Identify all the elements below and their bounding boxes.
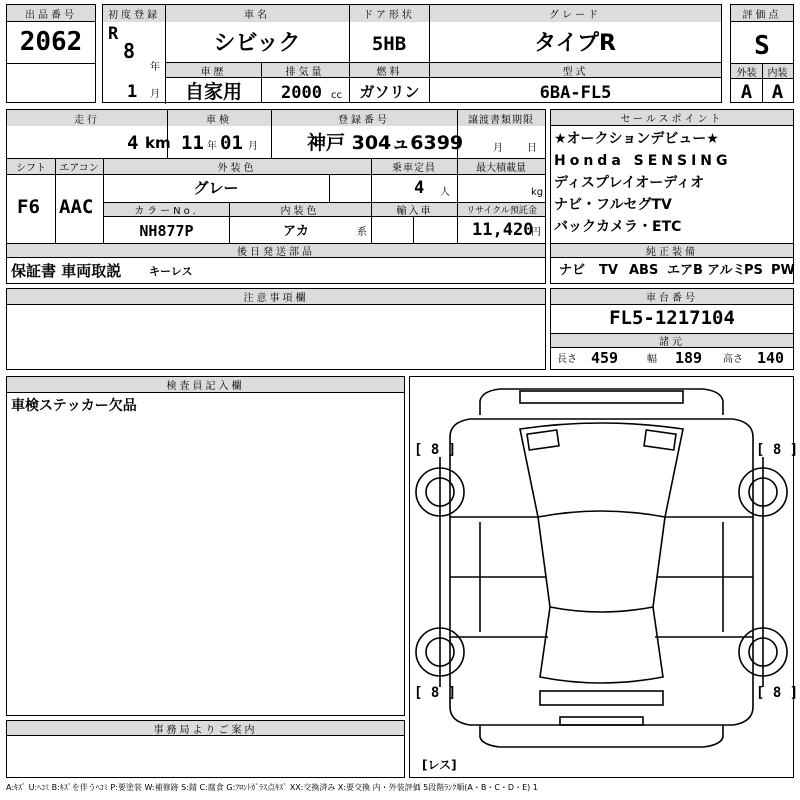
notes-label: 注意事項欄 [7, 289, 545, 305]
displacement-value: 2000 [281, 83, 322, 103]
tire-fr: [ 8 ] [756, 442, 799, 458]
tire-rl: [ 8 ] [414, 685, 457, 701]
equipment-item-pw: PW [771, 263, 795, 278]
equipment-item-nav: ナビ [559, 263, 586, 278]
displacement-unit: cc [331, 90, 342, 101]
equipment-item-ps: PS [744, 263, 763, 278]
exhibit-number-label: 出品番号 [7, 5, 95, 22]
equipment-item-alloy: アルミ [707, 263, 746, 278]
first-reg-label: 初度登録 [103, 5, 165, 22]
model-label: 型式 [430, 63, 721, 78]
grade-value: タイプR [534, 31, 616, 56]
int-color-label: 内装色 [229, 203, 371, 217]
exterior-grade-label: 外装 [731, 64, 762, 79]
car-name-value: シビック [213, 31, 301, 56]
chassis-box [550, 288, 794, 370]
width-label: 幅 [647, 354, 657, 365]
model-value: 6BA-FL5 [539, 83, 612, 103]
sales-point-5: バックカメラ・ETC [554, 219, 682, 235]
first-reg-era: R [108, 24, 119, 44]
registration-value: 神戸 304ュ6399 [307, 132, 464, 154]
car-diagram-box [409, 376, 799, 778]
inspector-box [6, 376, 405, 716]
exhibit-number-value: 2062 [19, 27, 83, 57]
office-label: 事務局よりご案内 [7, 721, 404, 736]
aircon-value: AAC [59, 196, 94, 218]
interior-grade-label: 内装 [762, 64, 793, 79]
car-name-label: 車名 [165, 5, 349, 22]
vehicle-details-box [6, 109, 546, 284]
int-color-unit: 系 [357, 227, 367, 238]
inspection-month-unit: 月 [248, 141, 258, 152]
tire-rr: [ 8 ] [756, 685, 799, 701]
sales-point-2: Honda SENSING [554, 153, 732, 169]
first-reg-month: 1 [127, 82, 138, 102]
notes-box [6, 288, 546, 370]
fuel-value: ガソリン [359, 83, 420, 101]
ext-color-label: 外装色 [103, 159, 371, 175]
spare-tire: [レス] [422, 758, 457, 772]
capacity-unit: 人 [440, 187, 450, 198]
height-label: 高さ [723, 354, 743, 365]
history-value: 自家用 [184, 81, 242, 103]
chassis-value: FL5-1217104 [609, 307, 735, 329]
door-label: ドア形状 [349, 5, 429, 22]
length-label: 長さ [557, 354, 577, 365]
ext-color-value: グレー [193, 179, 239, 197]
displacement-label: 排気量 [261, 63, 349, 78]
int-color-value: アカ [283, 224, 309, 239]
max-load-label: 最大積載量 [457, 159, 545, 175]
fuel-label: 燃料 [350, 63, 429, 78]
dims-label: 諸元 [551, 334, 793, 348]
length-value: 459 [591, 349, 619, 367]
equipment-item-tv: TV [599, 263, 618, 278]
registration-label: 登録番号 [271, 110, 457, 126]
later-parts-label: 後日発送部品 [7, 244, 545, 258]
inspection-month: 01 [220, 132, 243, 154]
mileage-unit: km [145, 134, 171, 152]
sales-points-box [550, 109, 794, 284]
capacity-label: 乗車定員 [371, 159, 457, 175]
height-value: 140 [757, 349, 785, 367]
score-label: 評価点 [731, 5, 793, 22]
color-no-value: NH877P [139, 222, 194, 240]
recycle-value: 11,420 [472, 220, 534, 240]
width-value: 189 [675, 349, 703, 367]
aircon-label: エアコン [55, 159, 103, 175]
equipment-item-airbag: エアB [667, 263, 703, 278]
recycle-unit: 円 [531, 227, 541, 238]
transfer-day-unit: 日 [527, 143, 537, 154]
inspector-note: 車検ステッカー欠品 [11, 398, 137, 414]
score-box [730, 4, 794, 103]
capacity-value: 4 [414, 178, 425, 198]
door-value: 5HB [371, 33, 407, 55]
equipment-label: 純正装備 [551, 244, 793, 258]
main-info-box [102, 4, 722, 103]
score-value: S [754, 31, 770, 61]
recycle-label: リサイクル預託金 [458, 203, 545, 217]
car-diagram [410, 377, 793, 777]
inspection-year-unit: 年 [207, 141, 217, 152]
legend-text: A:ｷｽﾞ U:ﾍｺﾐ B:ｷｽﾞを伴うﾍｺﾐ P:要塗装 W:補修跡 S:錆 C:腐食 G:ﾌﾛﾝﾄｶﾞﾗｽ点ｷｽﾞ XX:交換済み X:要交換 内・外装評価 5段階ﾗﾝｸ順(A・B・C・D・E) 1 [6, 783, 538, 792]
later-parts-extra: キーレス [149, 265, 193, 278]
transfer-month-unit: 月 [493, 143, 503, 154]
first-reg-year-unit: 年 [150, 62, 160, 73]
interior-grade-value: A [771, 81, 784, 103]
exhibit-blank-box [6, 63, 96, 103]
later-parts-value: 保証書 車両取説 [11, 262, 122, 280]
sales-point-3: ディスプレイオーディオ [554, 175, 705, 191]
sales-point-4: ナビ・フルセグTV [554, 197, 672, 213]
transfer-label: 譲渡書類期限 [457, 110, 545, 126]
office-box [6, 720, 405, 778]
max-load-unit: kg [531, 187, 544, 198]
history-label: 車歴 [166, 63, 261, 78]
tire-fl: [ 8 ] [414, 442, 457, 458]
shift-value: F6 [17, 196, 40, 218]
exhibit-number-box [6, 4, 96, 64]
sales-points-label: セールスポイント [551, 110, 793, 126]
first-reg-year: 8 [123, 39, 136, 63]
import-label: 輸入車 [372, 203, 457, 217]
sales-point-1: ★オークションデビュー★ [554, 131, 719, 147]
grade-label: グレード [429, 5, 721, 22]
shift-label: シフト [7, 159, 55, 175]
color-no-label: カラーNo. [104, 203, 229, 217]
inspection-year: 11 [181, 132, 204, 154]
chassis-label: 車台番号 [551, 289, 793, 305]
inspection-label: 車検 [167, 110, 271, 126]
first-reg-month-unit: 月 [150, 89, 160, 100]
equipment-item-abs: ABS [629, 263, 659, 278]
mileage-label: 走行 [7, 110, 167, 126]
exterior-grade-value: A [740, 81, 753, 103]
mileage-value: 4 [127, 132, 139, 154]
inspector-label: 検査員記入欄 [7, 377, 404, 393]
